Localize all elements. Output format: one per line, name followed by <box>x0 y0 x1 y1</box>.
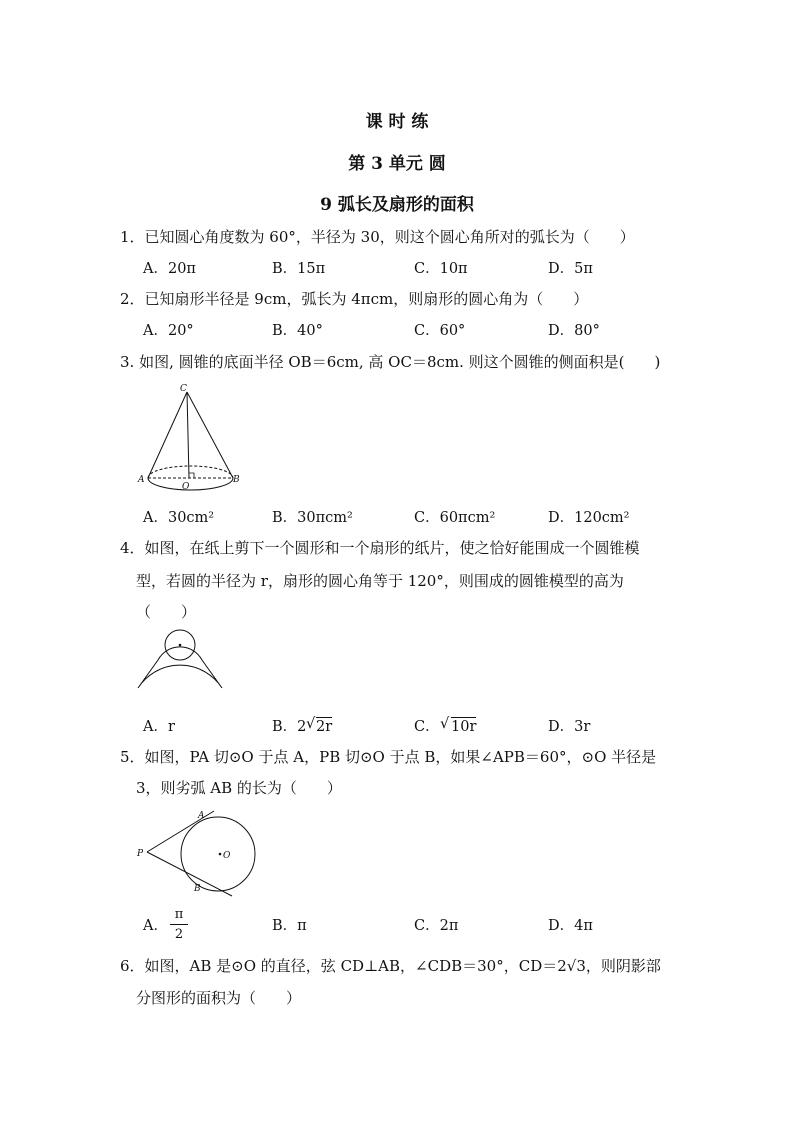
q5-option-d[interactable]: D．4π <box>548 918 593 934</box>
sqrt-symbol-icon: √ <box>306 716 316 732</box>
q5-option-b[interactable]: B．π <box>272 918 307 934</box>
q1-option-a[interactable]: A．20π <box>143 261 196 277</box>
doc-title: 课 时 练 <box>365 112 429 132</box>
sector-circle-figure <box>134 626 230 700</box>
question-6-text-line1: 6．如图，AB 是⊙O 的直径，弦 CD⊥AB，∠CDB＝30°，CD＝2√3，则阴影部 <box>120 957 661 975</box>
question-5-text-line2: 3，则劣弧 AB 的长为（ ） <box>136 779 342 797</box>
tangent-circle-figure <box>134 806 264 898</box>
q2-option-a[interactable]: A．20° <box>143 323 194 339</box>
cone-label-o: O <box>182 482 190 492</box>
q4-option-a[interactable]: A．r <box>143 719 175 735</box>
question-4-text-line1: 4．如图，在纸上剪下一个圆形和一个扇形的纸片，使之恰好能围成一个圆锥模 <box>120 539 640 557</box>
q5-frac-denominator: 2 <box>174 927 184 942</box>
q1-option-b[interactable]: B．15π <box>272 261 326 277</box>
q1-option-c[interactable]: C．10π <box>414 261 468 277</box>
question-1-text: 1．已知圆心角度数为 60°，半径为 30，则这个圆心角所对的弧长为（ ） <box>120 228 635 246</box>
question-6-text-line2: 分图形的面积为（ ） <box>136 989 302 1007</box>
q2-option-d[interactable]: D．80° <box>548 323 600 339</box>
q5-option-a-prefix[interactable]: A． <box>143 918 168 934</box>
q2-option-c[interactable]: C．60° <box>414 323 466 339</box>
q3-option-a[interactable]: A．30cm² <box>143 510 215 526</box>
q1-option-d[interactable]: D．5π <box>548 261 593 277</box>
cone-label-b: B <box>233 475 240 485</box>
cone-label-c: C <box>180 384 187 394</box>
tangent-label-o: O <box>223 851 231 861</box>
q5-frac-numerator: π <box>174 907 184 922</box>
q3-option-d[interactable]: D．120cm² <box>548 510 630 526</box>
section-title: 9 弧长及扇形的面积 <box>320 195 474 215</box>
q4-option-d[interactable]: D．3r <box>548 719 591 735</box>
q5-option-c[interactable]: C．2π <box>414 918 459 934</box>
question-3-text: 3. 如图, 圆锥的底面半径 OB＝6cm, 高 OC＝8cm. 则这个圆锥的侧面积是( ) <box>120 353 661 371</box>
cone-label-a: A <box>138 475 145 485</box>
tangent-label-a: A <box>198 811 205 821</box>
sqrt-symbol-icon: √ <box>440 716 450 732</box>
question-2-text: 2．已知扇形半径是 9cm，弧长为 4πcm，则扇形的圆心角为（ ） <box>120 290 589 308</box>
question-4-text-line3: （ ） <box>136 603 197 621</box>
unit-title: 第 3 单元 圆 <box>348 154 446 174</box>
q3-option-b[interactable]: B．30πcm² <box>272 510 353 526</box>
q2-option-b[interactable]: B．40° <box>272 323 323 339</box>
q4-option-c-prefix[interactable]: C． <box>414 719 440 735</box>
q4-option-b-prefix[interactable]: B．2 <box>272 719 307 735</box>
cone-figure <box>136 380 246 500</box>
question-4-text-line2: 型，若圆的半径为 r，扇形的圆心角等于 120°，则围成的圆锥模型的高为 <box>136 572 624 590</box>
q4-option-c-radicand: 10r <box>451 719 477 735</box>
q4-option-b-radicand: 2r <box>316 719 333 735</box>
tangent-label-p: P <box>137 849 144 859</box>
tangent-label-b: B <box>194 884 201 894</box>
q3-option-c[interactable]: C．60πcm² <box>414 510 496 526</box>
question-5-text-line1: 5．如图，PA 切⊙O 于点 A，PB 切⊙O 于点 B，如果∠APB＝60°，⊙O 半径是 <box>120 748 657 766</box>
fraction-bar <box>170 924 188 925</box>
